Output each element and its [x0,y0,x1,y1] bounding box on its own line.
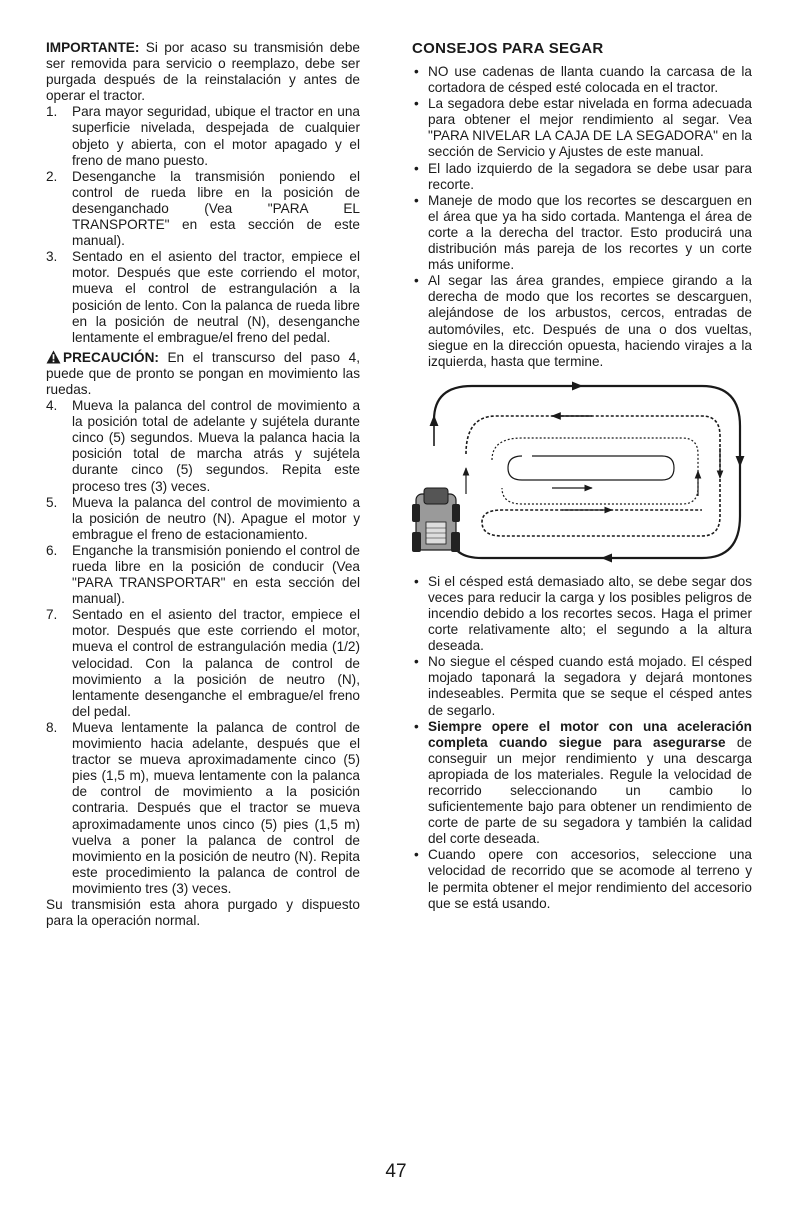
caution-text: En el transcurso del paso 4, puede que de pronto se pongan en movimiento las ruedas. [46,349,360,397]
step-item [46,543,360,607]
step-text: Sentado en el asiento del tractor, empiece el motor. Después que este corriendo el motor, mueva el control de estrangulación media (1/2) velocidad. Con la palanca de control de movimiento a la posición de neutro (N), lentamente desenganche el embrague/el freno del pedal. [72,607,360,719]
important-note [46,40,360,104]
warning-triangle-icon [46,350,61,364]
tip-item [412,64,752,96]
outer-mowing-path [434,386,740,558]
step-text: Mueva lentamente la palanca de control de movimiento hacia adelante, después que el tractor se mueva aproximadamente cinco (5) pies (1,5 m), mueva lentamente con la palanca de control de movimiento a la posición contraria. Después que el tractor se mueva aproximadamente unos cinco (5) pies (1,5 m) vuelva a poner la palanca de control de movimiento en la posición de neutro (N). Repita este procedimiento la palanca de control de movimiento tres (3) veces. [72,719,360,896]
bullet-dot-icon: • [414,573,419,589]
tip-item [412,161,752,193]
step-number: 6. [46,542,58,558]
step-item [46,607,360,720]
bullet-dot-icon: • [414,192,419,208]
tip-item [412,719,752,848]
tip-item [412,654,752,718]
bullet-dot-icon: • [414,64,419,79]
step-number: 7. [46,607,58,623]
step-number: 4. [46,398,58,414]
tip-item [412,193,752,273]
section-heading: CONSEJOS PARA SEGAR [412,40,604,57]
step-item [46,104,360,168]
step-item [46,398,360,495]
tractor-icon [412,488,460,552]
step-text: Mueva la palanca del control de movimiento a la posición de neutro (N). Apague el motor y embrague el freno de estacionamiento. [72,494,360,542]
tip-text: No siegue el césped cuando está mojado. El césped mojado taponará la segadora y dejará montones indeseables. Permita que se seque el césped antes de segarlo. [428,654,752,718]
step-text: Mueva la palanca del control de movimiento a la posición total de adelante y sujétela durante cinco (5) segundos. Mueva la palanca hacia la posición total de marcha atrás y sujétela durante cinco (5) segundos. Repita este proceso tres (3) veces. [72,398,360,494]
bullet-dot-icon: • [414,273,419,289]
third-mowing-path [492,438,698,504]
step-number: 1. [46,104,58,120]
caution-note [46,350,360,398]
bullet-dot-icon: • [414,654,419,670]
tips-list-a [412,64,752,370]
tip-text: Al segar las área grandes, empiece girando a la derecha de modo que los recortes se descarguen, alejándose de los arbustos, cercos, entradas de automóviles, etc. Después de una o dos vueltas, siegue en la dirección opuesta, haciendo virajes a la izquierda, hasta que termine. [428,273,752,369]
step-text: Desenganche la transmisión poniendo el control de rueda libre en la posición de desenganchado (Vea "PARA EL TRANSPORTE" en esta sección de este manual). [72,168,360,249]
step-number: 8. [46,719,58,735]
mowing-pattern-diagram [412,376,752,566]
bullet-dot-icon: • [414,847,419,863]
tip-text: de conseguir un mejor rendimiento y una descarga apropiada de los materiales. Regule la velocidad de recorrido seleccionando un cambio lo suficientemente bajo para obtener un rendimiento de corte de parte de su segadora y también la calidad del corte deseada. [428,734,752,847]
tip-text: Si el césped está demasiado alto, se debe segar dos veces para reducir la carga y los posibles peligros de incendio debido a los recortes secos. Haga el primer corte relativamente alto; el segundo a la altura deseada. [428,573,752,654]
bullet-dot-icon: • [414,96,419,112]
step-number: 5. [46,494,58,510]
tip-text: Maneje de modo que los recortes se descarguen en el área que ya ha sido cortada. Mantenga el área de corte a la derecha del tractor. Esto producirá una distribución más pareja de los recortes y un corte más uniforme. [428,192,752,273]
step-text: Para mayor seguridad, ubique el tractor en una superficie nivelada, despejada de cualquier objeto y abierta, con el motor apagado y el freno de mano puesto. [72,104,360,168]
tip-item [412,96,752,160]
step-item [46,720,360,897]
steps-list-b [46,398,360,897]
bullet-dot-icon: • [414,160,419,176]
tip-text: NO use cadenas de llanta cuando la carcasa de la cortadora de césped esté colocada en el tractor. [428,64,752,96]
steps-list-a [46,104,360,345]
step-item [46,249,360,346]
closing-text: Su transmisión esta ahora purgado y dispuesto para la operación normal. [46,896,360,929]
tip-text: Cuando opere con accesorios, seleccione una velocidad de recorrido que se acomode al terreno y le permita obtener el mejor rendimiento del accesorio que se está usando. [428,847,752,911]
left-column [46,40,360,929]
step-number: 2. [46,168,58,184]
step-item [46,495,360,543]
tip-bold-text: Siempre opere el motor con una aceleración completa cuando siegue para asegurarse [428,718,752,750]
tip-text: La segadora debe estar nivelada en forma adecuada para obtener el mejor rendimiento al segar. Vea "PARA NIVELAR LA CAJA DE LA SEGADORA" en la sección de Servicio y Ajustes de este manual. [428,96,752,160]
bullet-dot-icon: • [414,718,419,734]
important-label: IMPORTANTE: [46,40,140,55]
inner-mowing-path [508,456,674,480]
tips-list-b [412,574,752,912]
right-column [412,40,752,912]
step-item [46,169,360,249]
tip-item [412,847,752,911]
tip-item [412,574,752,654]
tip-item [412,273,752,370]
second-mowing-path [466,416,720,536]
step-number: 3. [46,249,58,265]
tip-text: El lado izquierdo de la segadora se debe usar para recorte. [428,160,752,192]
step-text: Enganche la transmisión poniendo el control de rueda libre en la posición de conducir (Vea "PARA TRANSPORTAR" en esta sección del manual). [72,542,360,607]
caution-label: PRECAUCIÓN: [63,349,159,365]
important-text: Si por acaso su transmisión debe ser removida para servicio o reemplazo, debe ser purgada después de la reinstalación y antes de operar el tractor. [46,40,360,104]
step-text: Sentado en el asiento del tractor, empiece el motor. Después que este corriendo el motor, mueva el control de estrangulación a la posición de lento. Con la palanca de rueda libre en la posición de neutral (N), desenganche lentamente el embrague/el freno del pedal. [72,249,360,345]
page-number: 47 [385,1161,407,1182]
